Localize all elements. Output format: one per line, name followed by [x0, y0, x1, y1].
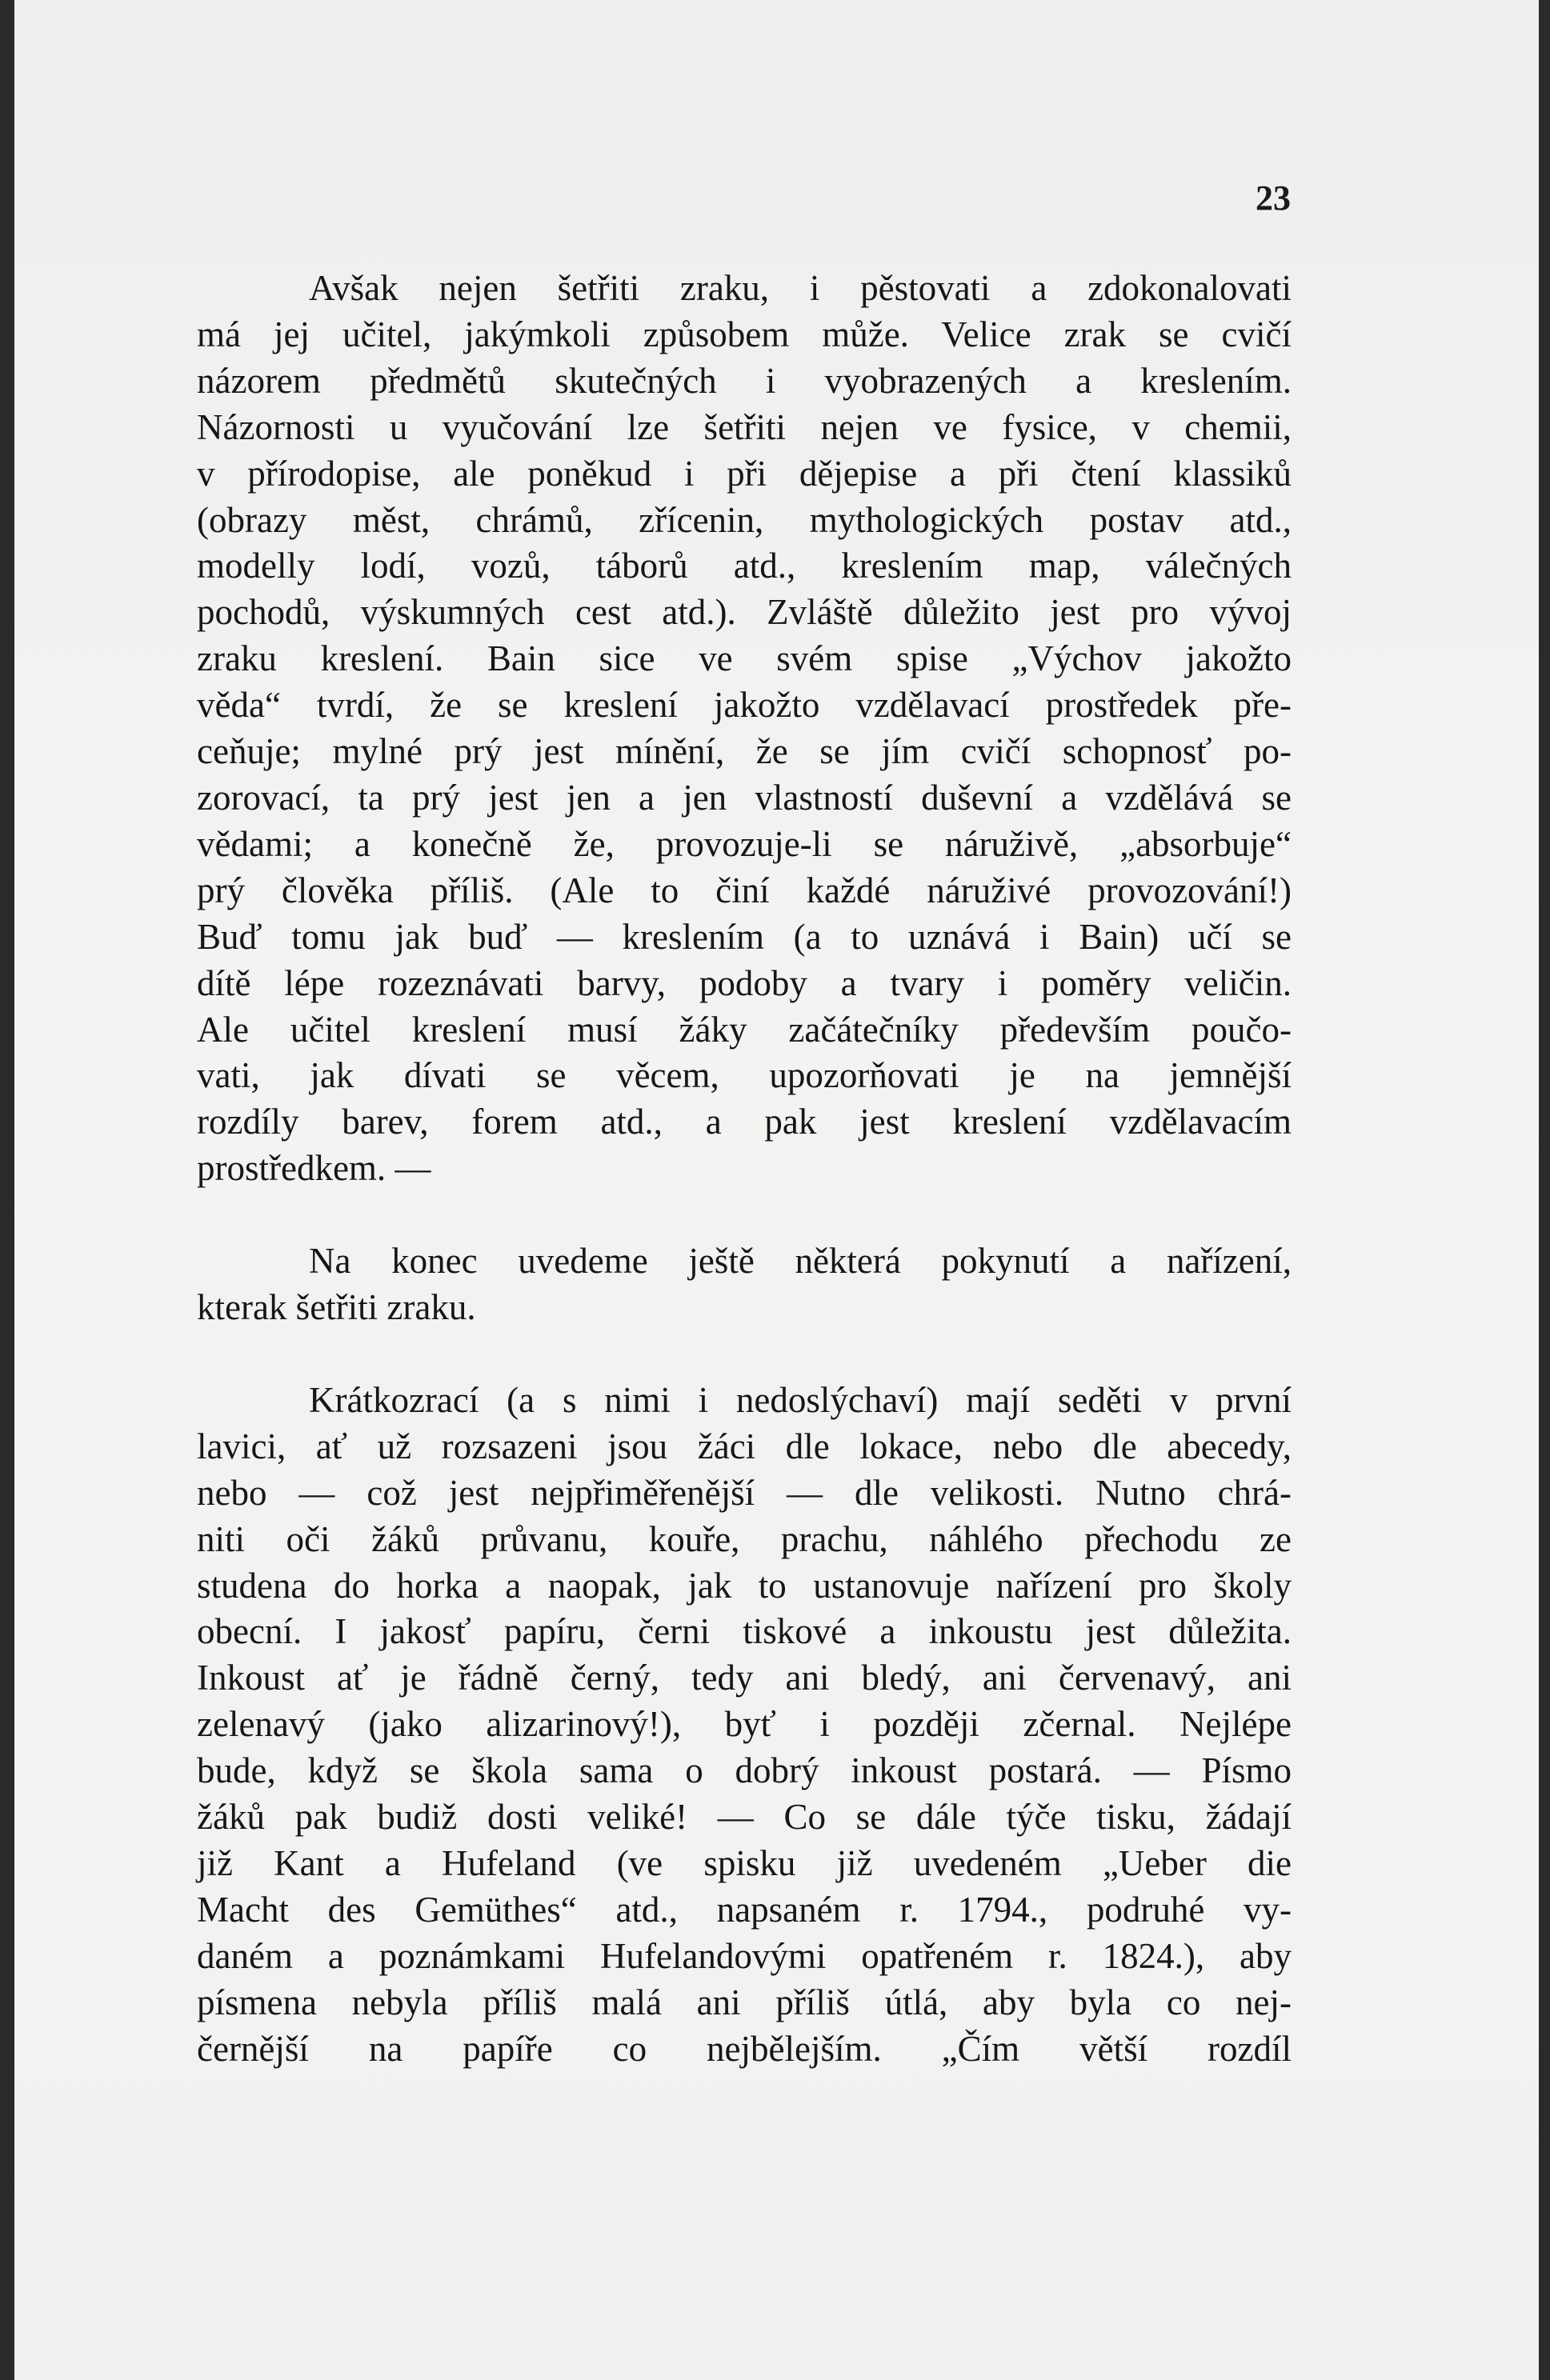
paragraph: [197, 1238, 1292, 1331]
text-line: niti oči žáků průvanu, kouře, prachu, náhlého přechodu ze: [197, 1518, 1292, 1559]
page-number: 23: [1256, 178, 1291, 218]
text-line: ceňuje; mylné prý jest mínění, že se jím cvičí schopnosť po-: [197, 731, 1292, 772]
text-line: Buď tomu jak buď — kreslením (a to uznává i Bain) učí se: [197, 916, 1292, 957]
text-line: názorem předmětů skutečných i vyobrazených a kreslením.: [197, 360, 1292, 401]
text-line: zorovací, ta prý jest jen a jen vlastností duševní a vzdělává se: [197, 777, 1292, 818]
text-line: prostředkem. —: [197, 1148, 431, 1189]
text-line: modelly lodí, vozů, táborů atd., kreslením map, válečných: [197, 546, 1292, 586]
text-line: vati, jak dívati se věcem, upozorňovati je na jemnější: [197, 1055, 1292, 1096]
text-line: rozdíly barev, forem atd., a pak jest kreslení vzdělavacím: [197, 1102, 1292, 1142]
text-line: Macht des Gemüthes“ atd., napsaném r. 1794., podruhé vy-: [197, 1889, 1292, 1930]
text-line: věda“ tvrdí, že se kreslení jakožto vzdělavací prostředek pře-: [197, 685, 1292, 726]
text-line: dítě lépe rozeznávati barvy, podoby a tvary i poměry veličin.: [197, 962, 1292, 1003]
text-line: vědami; a konečně že, provozuje-li se náruživě, „absorbuje“: [197, 823, 1292, 864]
text-line: žáků pak budiž dosti veliké! — Co se dále týče tisku, žádají: [197, 1797, 1292, 1838]
text-line: písmena nebyla příliš malá ani příliš útlá, aby byla co nej-: [197, 1982, 1292, 2022]
text-line: Názornosti u vyučování lze šetřiti nejen ve fysice, v chemii,: [197, 406, 1292, 447]
text-line: již Kant a Hufeland (ve spisku již uvedeném „Ueber die: [197, 1843, 1292, 1883]
body-text: [197, 266, 1292, 2073]
text-line: má jej učitel, jakýmkoli způsobem může. Velice zrak se cvičí: [197, 314, 1292, 354]
text-line: Krátkozrací (a s nimi i nedoslýchaví) mají seděti v první: [309, 1379, 1292, 1420]
text-line: černější na papíře co nejbělejším. „Čím větší rozdíl: [197, 2028, 1292, 2069]
text-line: pochodů, výskumných cest atd.). Zvláště důležito jest pro vývoj: [197, 592, 1292, 633]
text-line: Na konec uvedeme ještě některá pokynutí a nařízení,: [309, 1241, 1292, 1282]
text-line: prý člověka příliš. (Ale to činí každé náruživé provozování!): [197, 870, 1292, 910]
paragraph: [197, 1378, 1292, 2073]
text-line: zelenavý (jako alizarinový!), byť i později zčernal. Nejlépe: [197, 1704, 1292, 1745]
text-line: daném a poznámkami Hufelandovými opatřeném r. 1824.), aby: [197, 1935, 1292, 1976]
text-line: Avšak nejen šetřiti zraku, i pěstovati a zdokonalovati: [309, 268, 1292, 308]
book-page: [14, 0, 1539, 2380]
text-line: studena do horka a naopak, jak to ustanovuje nařízení pro školy: [197, 1565, 1292, 1606]
text-line: zraku kreslení. Bain sice ve svém spise „Výchov jakožto: [197, 638, 1292, 679]
text-line: obecní. I jakosť papíru, černi tiskové a inkoustu jest důležita.: [197, 1611, 1292, 1652]
text-line: kterak šetřiti zraku.: [197, 1287, 476, 1328]
text-line: Inkoust ať je řádně černý, tedy ani bledý, ani červenavý, ani: [197, 1658, 1292, 1698]
text-line: Ale učitel kreslení musí žáky začátečníky především poučo-: [197, 1009, 1292, 1050]
text-line: v přírodopise, ale poněkud i při dějepise a při čtení klassiků: [197, 453, 1292, 494]
text-line: (obrazy měst, chrámů, zřícenin, mythologických postav atd.,: [197, 499, 1292, 540]
text-line: lavici, ať už rozsazeni jsou žáci dle lokace, nebo dle abecedy,: [197, 1426, 1292, 1466]
text-line: bude, když se škola sama o dobrý inkoust postará. — Písmo: [197, 1750, 1292, 1791]
text-line: nebo — což jest nejpřiměřenější — dle velikosti. Nutno chrá-: [197, 1472, 1292, 1513]
paragraph: [197, 266, 1292, 1192]
